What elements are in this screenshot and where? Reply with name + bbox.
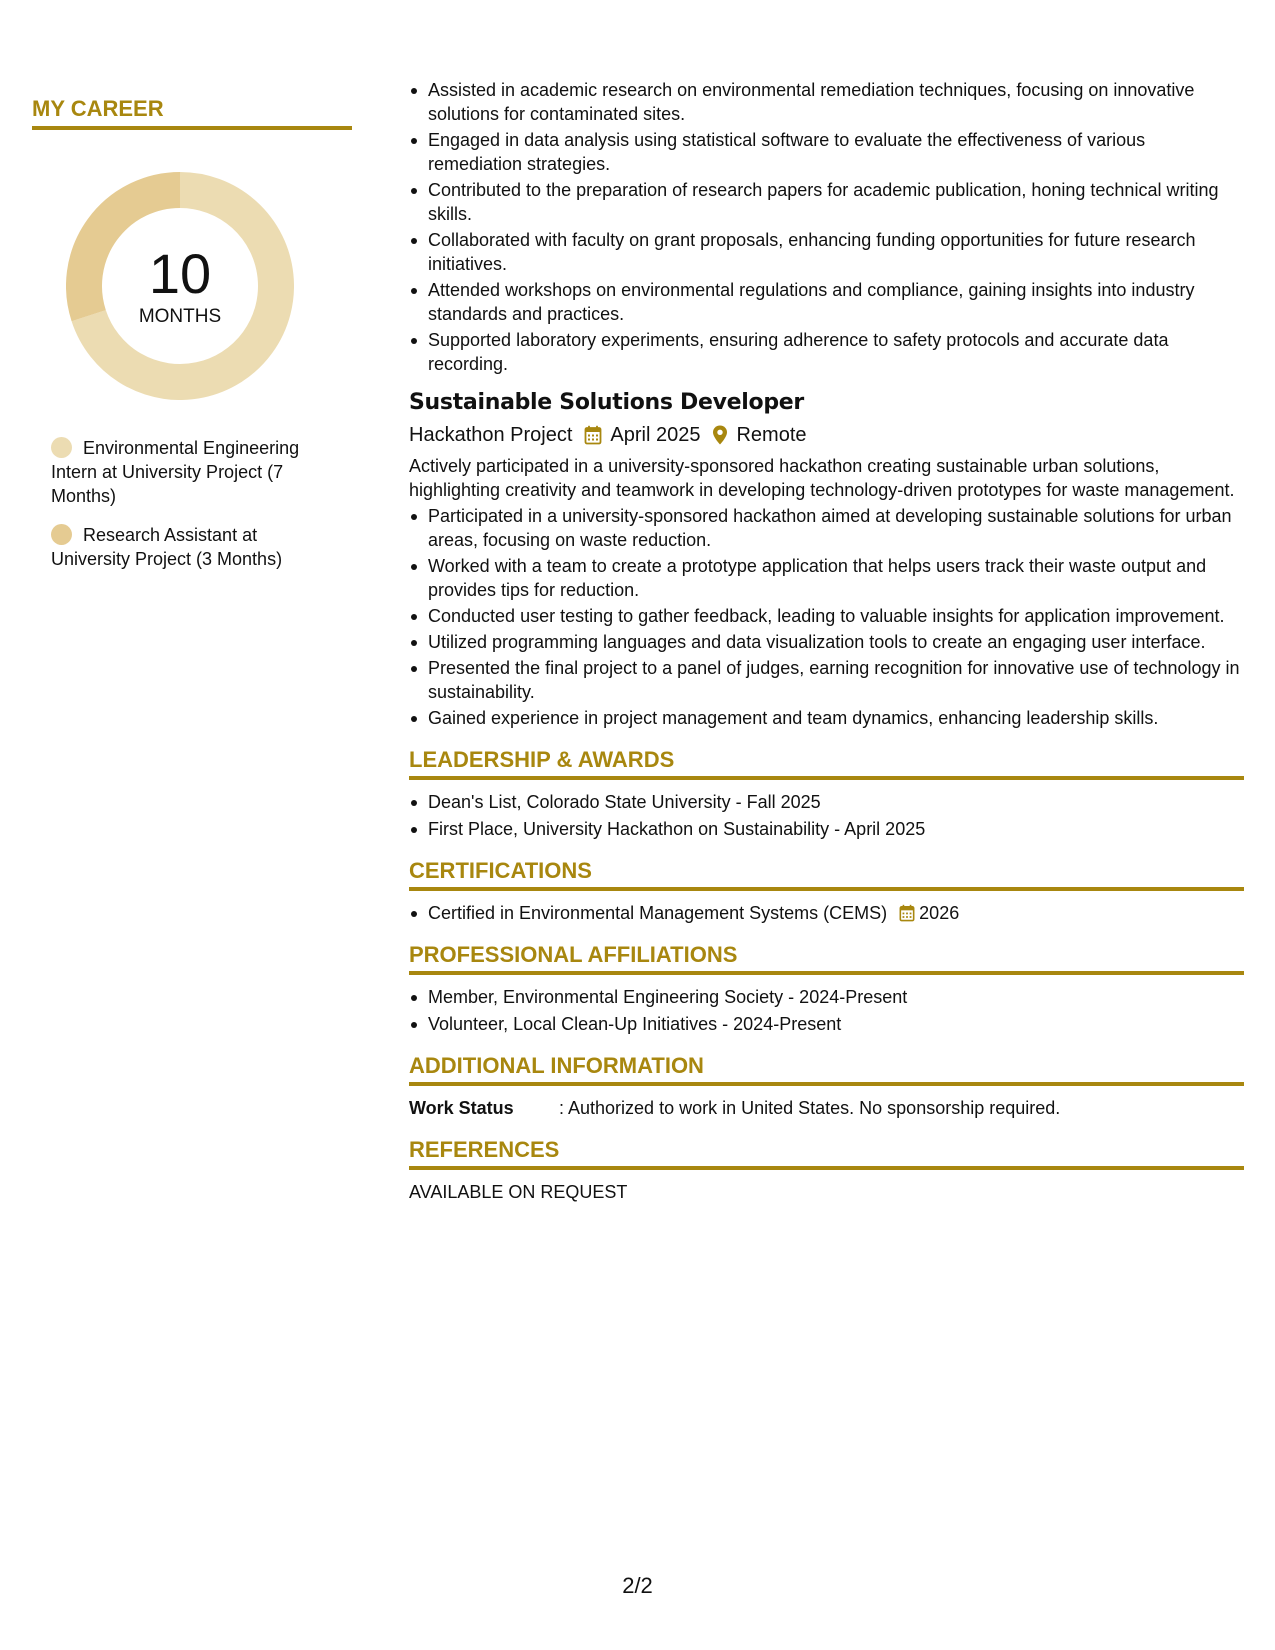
legend-label: Environmental Engineering Intern at University Project (7 Months) bbox=[51, 438, 300, 506]
project-organization: Hackathon Project bbox=[409, 424, 573, 446]
additional-heading: ADDITIONAL INFORMATION bbox=[409, 1053, 704, 1078]
certifications-list bbox=[409, 901, 1244, 925]
list-item: Contributed to the preparation of research papers for academic publication, honing technical writing skills. bbox=[409, 178, 1244, 226]
additional-divider bbox=[409, 1082, 1244, 1086]
legend-dot bbox=[51, 524, 72, 545]
list-item: Conducted user testing to gather feedback, leading to valuable insights for application improvement. bbox=[409, 604, 1244, 628]
leadership-heading: LEADERSHIP & AWARDS bbox=[409, 747, 675, 772]
work-status-value: : Authorized to work in United States. No sponsorship required. bbox=[559, 1098, 1061, 1118]
project-description: Actively participated in a university-sponsored hackathon creating sustainable urban solutions, highlighting creativity and teamwork in developing technology-driven prototypes for waste management. bbox=[409, 456, 1235, 500]
page-number: 2/2 bbox=[622, 1573, 653, 1598]
list-item: Member, Environmental Engineering Society - 2024-Present bbox=[409, 985, 1244, 1009]
project-location: Remote bbox=[736, 424, 807, 446]
legend-item bbox=[51, 523, 321, 571]
affiliations-section bbox=[409, 941, 1244, 1036]
project-date: April 2025 bbox=[610, 424, 701, 446]
work-status-label: Work Status bbox=[409, 1098, 514, 1118]
career-legend bbox=[51, 436, 321, 571]
experience-bullet-list bbox=[409, 78, 1244, 376]
career-total-unit: MONTHS bbox=[138, 306, 222, 327]
calendar-icon bbox=[584, 425, 602, 445]
list-item: Presented the final project to a panel of judges, earning recognition for innovative use of technology in sustainability. bbox=[409, 656, 1244, 704]
references-divider bbox=[409, 1166, 1244, 1170]
list-item: Utilized programming languages and data visualization tools to create an engaging user interface. bbox=[409, 630, 1244, 654]
list-item: Worked with a team to create a prototype application that helps users track their waste output and provides tips for reduction. bbox=[409, 554, 1244, 602]
list-item: Collaborated with faculty on grant proposals, enhancing funding opportunities for future research initiatives. bbox=[409, 228, 1244, 276]
legend-label: Research Assistant at University Project (3 Months) bbox=[51, 525, 283, 569]
list-item: Dean's List, Colorado State University - Fall 2025 bbox=[409, 790, 1244, 814]
certifications-section bbox=[409, 857, 1244, 925]
leadership-section bbox=[409, 746, 1244, 841]
certifications-heading: CERTIFICATIONS bbox=[409, 858, 592, 883]
certifications-divider bbox=[409, 887, 1244, 891]
leadership-list bbox=[409, 790, 1244, 841]
career-divider bbox=[32, 126, 352, 130]
list-item: First Place, University Hackathon on Sustainability - April 2025 bbox=[409, 817, 1244, 841]
career-total-value: 10 bbox=[148, 242, 212, 305]
list-item: Volunteer, Local Clean-Up Initiatives - 2024-Present bbox=[409, 1012, 1244, 1036]
list-item: Supported laboratory experiments, ensuring adherence to safety protocols and accurate data recording. bbox=[409, 328, 1244, 376]
career-sidebar bbox=[32, 96, 352, 586]
references-section bbox=[409, 1136, 1244, 1204]
leadership-divider bbox=[409, 776, 1244, 780]
list-item: Attended workshops on environmental regulations and compliance, gaining insights into industry standards and practices. bbox=[409, 278, 1244, 326]
project-bullet-list bbox=[409, 504, 1244, 730]
list-item: Assisted in academic research on environmental remediation techniques, focusing on innovative solutions for contaminated sites. bbox=[409, 78, 1244, 126]
project-meta bbox=[409, 420, 1244, 450]
location-pin-icon bbox=[712, 425, 728, 445]
additional-section bbox=[409, 1052, 1244, 1120]
calendar-icon bbox=[899, 904, 915, 922]
career-heading: MY CAREER bbox=[32, 96, 164, 121]
affiliations-list bbox=[409, 985, 1244, 1036]
work-status-row bbox=[409, 1096, 1244, 1120]
certification-name: Certified in Environmental Management Systems (CEMS) bbox=[428, 903, 888, 923]
list-item: Engaged in data analysis using statistical software to evaluate the effectiveness of various remediation strategies. bbox=[409, 128, 1244, 176]
certification-year: 2026 bbox=[919, 903, 960, 923]
list-item bbox=[409, 901, 1244, 925]
legend-dot bbox=[51, 437, 72, 458]
legend-item bbox=[51, 436, 321, 508]
references-text: AVAILABLE ON REQUEST bbox=[409, 1182, 628, 1202]
list-item: Participated in a university-sponsored hackathon aimed at developing sustainable solutions for urban areas, focusing on waste reduction. bbox=[409, 504, 1244, 552]
project-title: Sustainable Solutions Developer bbox=[409, 390, 804, 415]
affiliations-heading: PROFESSIONAL AFFILIATIONS bbox=[409, 942, 738, 967]
career-donut-chart bbox=[66, 172, 294, 400]
references-heading: REFERENCES bbox=[409, 1137, 560, 1162]
affiliations-divider bbox=[409, 971, 1244, 975]
list-item: Gained experience in project management and team dynamics, enhancing leadership skills. bbox=[409, 706, 1244, 730]
main-content bbox=[409, 78, 1244, 1204]
